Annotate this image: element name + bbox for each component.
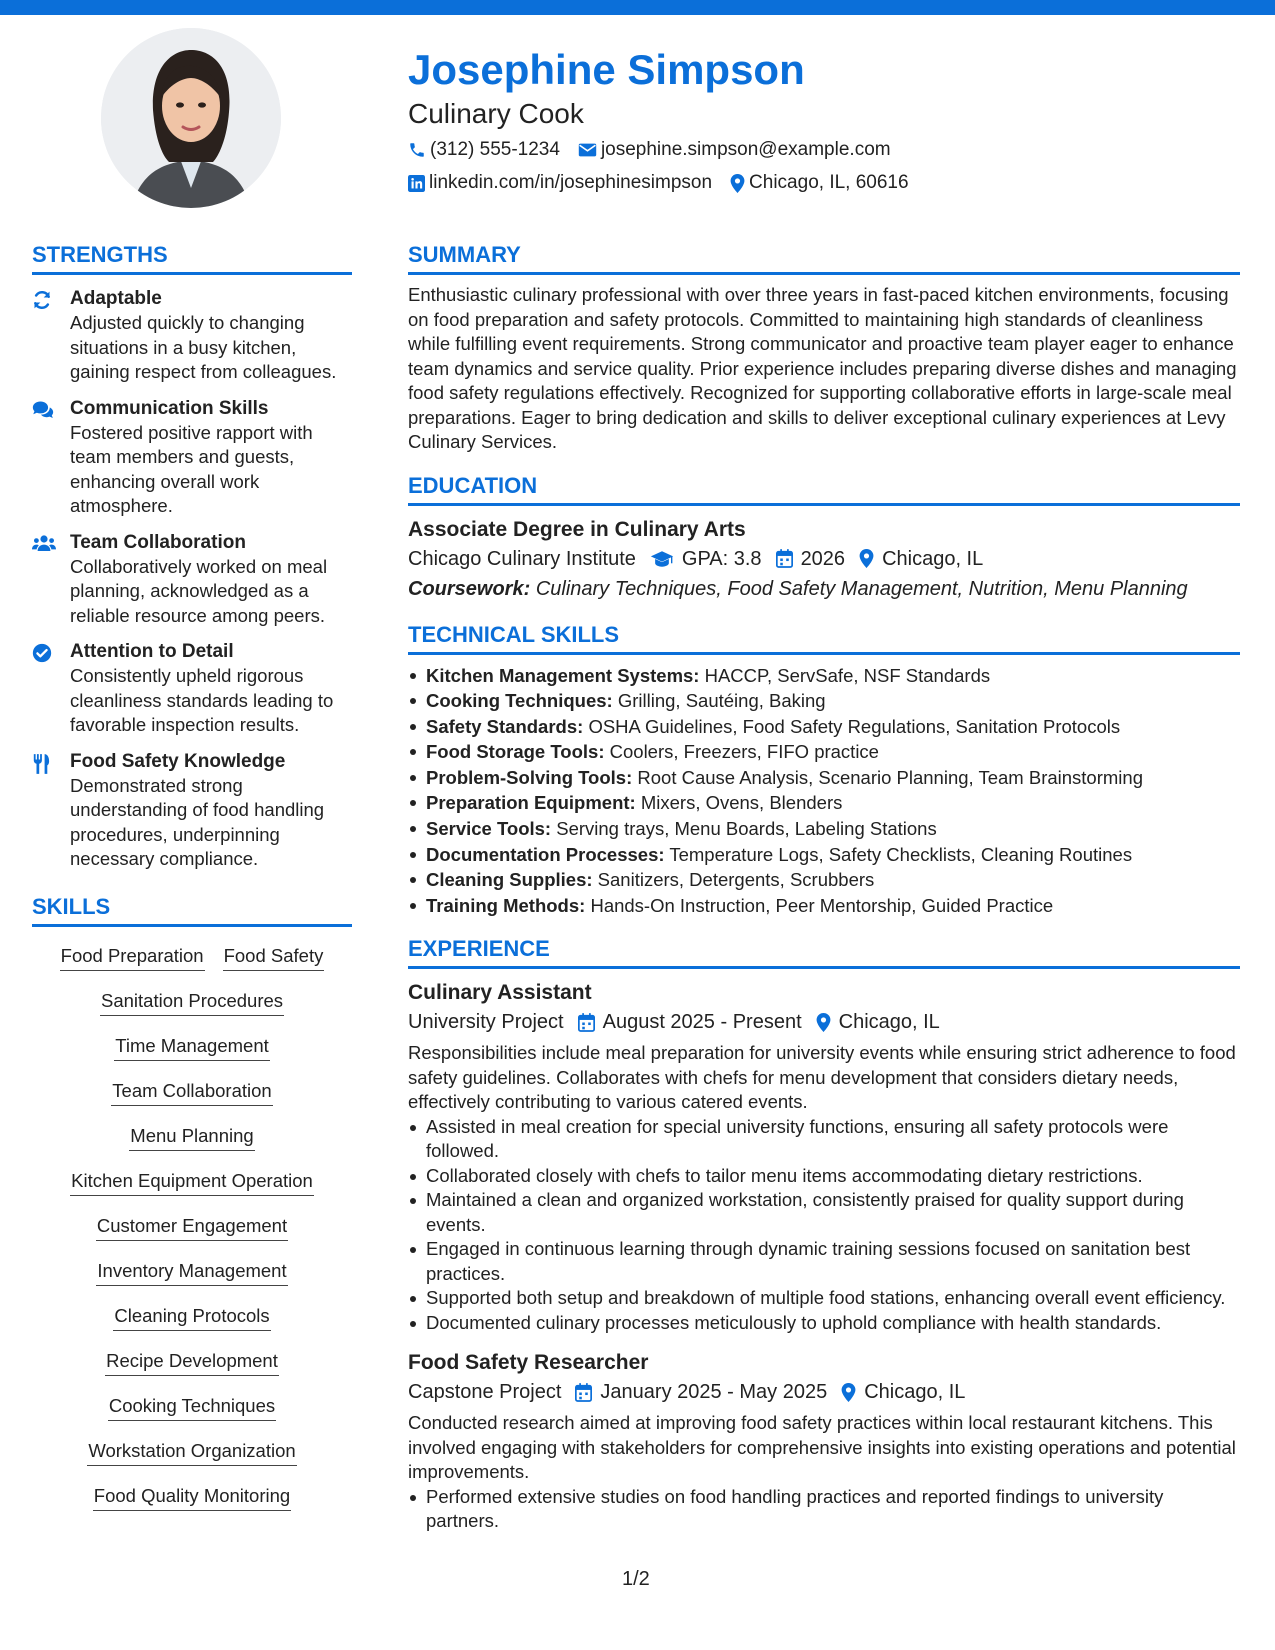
list-item: Documented culinary processes meticulously to uphold compliance with health standards. (408, 1311, 1240, 1336)
experience-entry (408, 979, 1240, 1335)
skill-tag: Team Collaboration (111, 1078, 272, 1106)
email-text: josephine.simpson@example.com (600, 139, 891, 160)
tech-skill-label: Service Tools: (426, 818, 552, 840)
check-circle-icon (32, 643, 52, 663)
skill-tag: Inventory Management (96, 1258, 287, 1286)
candidate-title: Culinary Cook (408, 98, 584, 129)
skill-tag: Customer Engagement (96, 1213, 288, 1241)
technical-skills-heading: TECHNICAL SKILLS (408, 620, 1240, 655)
tech-skill-label: Cooking Techniques: (426, 690, 613, 712)
education-heading: EDUCATION (408, 471, 1240, 506)
list-item (408, 714, 1240, 740)
job-description: Responsibilities include meal preparation for university events while ensuring strict adherence to food safety guidelines. Collaborates with chefs for menu development that considers dietary needs, effectively contributing to various catered events. (408, 1042, 1236, 1113)
linkedin-icon (408, 175, 425, 192)
tech-skill-value: Temperature Logs, Safety Checklists, Cleaning Routines (669, 843, 1133, 865)
job-org: Capstone Project (408, 1381, 562, 1404)
profile-photo (101, 28, 281, 208)
year-item (776, 544, 846, 574)
experience-heading: EXPERIENCE (408, 934, 1240, 969)
job-dates-text: August 2025 - Present (602, 1011, 802, 1034)
list-item: Supported both setup and breakdown of multiple food stations, enhancing overall event efficiency. (408, 1286, 1240, 1311)
coursework-label: Coursework: (408, 577, 531, 600)
location-text: Chicago, IL, 60616 (749, 172, 909, 193)
skill-tag: Cooking Techniques (108, 1393, 276, 1421)
map-marker-icon (816, 1013, 831, 1032)
list-item (408, 739, 1240, 765)
job-meta (408, 1007, 1240, 1037)
skill-tag: Food Preparation (60, 943, 205, 971)
list-item (408, 816, 1240, 842)
strength-description: Adjusted quickly to changing situations in a busy kitchen, gaining respect from colleagues. (70, 312, 337, 382)
year-text: 2026 (800, 547, 846, 570)
strength-title: Team Collaboration (70, 531, 246, 553)
education-location-text: Chicago, IL (882, 547, 984, 570)
map-marker-icon (859, 549, 874, 568)
contact-row-2 (408, 170, 1248, 196)
right-column (408, 240, 1240, 1534)
summary-text: Enthusiastic culinary professional with over three years in fast-paced kitchen environments, focusing on food preparation and safety protocols. Committed to maintaining high standards of cleanliness while fulfilling event requirements. Strong communicator and proactive team player eager to enhance team dynamics and service quality. Prior experience includes preparing diverse dishes and managing food safety regulations effectively. Recognized for supporting collaborative efforts in large-scale meal preparations. Eager to bring dedication and skills to deliver exceptional culinary experiences at Levy Culinary Services. (408, 284, 1237, 452)
tech-skill-value: OSHA Guidelines, Food Safety Regulations, Sanitation Protocols (588, 715, 1121, 737)
phone-contact[interactable] (408, 139, 560, 161)
location-contact (730, 172, 909, 194)
list-item (408, 663, 1240, 689)
profile-photo-illustration (101, 28, 281, 208)
skill-tag: Food Safety (223, 943, 325, 971)
skill-tag: Time Management (114, 1033, 270, 1061)
gpa-item (650, 544, 762, 574)
users-icon (32, 534, 56, 552)
strength-title: Adaptable (70, 288, 162, 309)
tech-skill-value: Grilling, Sautéing, Baking (617, 690, 826, 712)
skill-tag: Kitchen Equipment Operation (70, 1168, 314, 1196)
tech-skill-value: Sanitizers, Detergents, Scrubbers (597, 869, 875, 891)
education-meta (408, 544, 1240, 574)
strength-item (32, 397, 352, 519)
list-item (408, 893, 1240, 919)
comments-icon (32, 400, 54, 420)
tech-skill-value: HACCP, ServSafe, NSF Standards (704, 664, 991, 686)
job-bullets (408, 1115, 1240, 1336)
strength-title: Food Safety Knowledge (70, 750, 286, 772)
skill-tag: Sanitation Procedures (100, 988, 284, 1016)
tech-skill-label: Kitchen Management Systems: (426, 664, 700, 686)
job-dates-text: January 2025 - May 2025 (600, 1381, 828, 1404)
job-location-text: Chicago, IL (864, 1381, 966, 1404)
tech-skill-value: Mixers, Ovens, Blenders (640, 792, 843, 814)
map-marker-icon (730, 174, 745, 193)
degree-title: Associate Degree in Culinary Arts (408, 517, 746, 541)
utensils-icon (32, 753, 50, 775)
job-dates (575, 1377, 827, 1407)
sync-icon (32, 290, 52, 310)
calendar-icon (575, 1383, 592, 1402)
tech-skill-value: Serving trays, Menu Boards, Labeling Stations (556, 818, 937, 840)
job-location (816, 1007, 940, 1037)
skills-heading: SKILLS (32, 892, 352, 927)
candidate-name: Josephine Simpson (408, 46, 805, 93)
job-role: Culinary Assistant (408, 981, 592, 1005)
email-contact[interactable] (578, 139, 891, 161)
strengths-heading: STRENGTHS (32, 240, 352, 275)
strength-description: Collaboratively worked on meal planning, acknowledged as a reliable resource among peers. (70, 555, 328, 626)
skill-tag: Menu Planning (129, 1123, 254, 1151)
contact-row-1 (408, 137, 1248, 163)
tech-skill-label: Documentation Processes: (426, 843, 665, 865)
tech-skill-value: Coolers, Freezers, FIFO practice (609, 741, 879, 763)
experience-entry (408, 1349, 1240, 1534)
list-item (408, 842, 1240, 868)
phone-text: (312) 555-1234 (430, 139, 560, 160)
calendar-icon (578, 1013, 595, 1032)
strength-item (32, 531, 352, 629)
education-location (859, 544, 983, 574)
list-item (408, 867, 1240, 893)
strength-item (32, 750, 352, 872)
map-marker-icon (841, 1383, 856, 1402)
tech-skill-value: Hands-On Instruction, Peer Mentorship, Guided Practice (590, 894, 1054, 916)
graduation-cap-icon (650, 550, 674, 568)
school-name: Chicago Culinary Institute (408, 547, 636, 570)
phone-icon (408, 141, 426, 159)
resume-header (408, 40, 1248, 196)
technical-skills-list (408, 663, 1240, 919)
job-meta (408, 1377, 1240, 1407)
tech-skill-label: Food Storage Tools: (426, 741, 605, 763)
skill-tag: Recipe Development (105, 1348, 279, 1376)
strength-title: Attention to Detail (70, 641, 234, 662)
job-org: University Project (408, 1011, 564, 1034)
job-location (841, 1377, 965, 1407)
job-location-text: Chicago, IL (838, 1011, 940, 1034)
strength-title: Communication Skills (70, 397, 269, 419)
list-item: Maintained a clean and organized workstation, consistently praised for quality support during events. (408, 1188, 1240, 1237)
tech-skill-label: Problem-Solving Tools: (426, 766, 633, 788)
list-item (408, 790, 1240, 816)
skill-tag: Cleaning Protocols (113, 1303, 270, 1331)
page-number: 1/2 (622, 1568, 650, 1590)
tech-skill-label: Preparation Equipment: (426, 792, 636, 814)
tech-skill-label: Training Methods: (426, 894, 586, 916)
list-item (408, 765, 1240, 791)
list-item: Collaborated closely with chefs to tailor menu items accommodating dietary restrictions. (408, 1164, 1240, 1189)
list-item (408, 688, 1240, 714)
top-accent-bar (0, 0, 1275, 15)
strength-description: Demonstrated strong understanding of food handling procedures, underpinning necessary compliance. (70, 774, 325, 869)
tech-skill-value: Root Cause Analysis, Scenario Planning, Team Brainstorming (637, 766, 1143, 788)
gpa-text: GPA: 3.8 (681, 547, 762, 570)
coursework-text: Culinary Techniques, Food Safety Management, Nutrition, Menu Planning (535, 577, 1188, 600)
summary-heading: SUMMARY (408, 240, 1240, 275)
coursework-line (408, 574, 1240, 604)
strength-item (32, 640, 352, 738)
linkedin-contact[interactable] (408, 172, 712, 194)
strength-description: Fostered positive rapport with team members and guests, enhancing overall work atmosphere. (70, 421, 313, 516)
job-dates (578, 1007, 802, 1037)
calendar-icon (776, 549, 793, 568)
strength-description: Consistently upheld rigorous cleanliness standards leading to favorable inspection results. (70, 665, 334, 735)
job-description: Conducted research aimed at improving food safety practices within local restaurant kitchens. This involved engaging with stakeholders for comprehensive insights into existing operations and potential improvements. (408, 1412, 1236, 1483)
left-column (32, 240, 352, 1528)
tech-skill-label: Cleaning Supplies: (426, 869, 593, 891)
tech-skill-label: Safety Standards: (426, 715, 584, 737)
skills-list (32, 943, 352, 1528)
list-item: Engaged in continuous learning through dynamic training sessions focused on sanitation best practices. (408, 1237, 1240, 1286)
skill-tag: Workstation Organization (87, 1438, 296, 1466)
envelope-icon (578, 142, 597, 158)
skill-tag: Food Quality Monitoring (93, 1483, 291, 1511)
job-role: Food Safety Researcher (408, 1351, 649, 1375)
strength-item (32, 287, 352, 385)
list-item: Assisted in meal creation for special university functions, ensuring all safety protocols were followed. (408, 1115, 1240, 1164)
list-item: Performed extensive studies on food handling practices and reported findings to university partners. (408, 1485, 1240, 1534)
linkedin-text: linkedin.com/in/josephinesimpson (429, 172, 713, 193)
job-bullets (408, 1485, 1240, 1534)
